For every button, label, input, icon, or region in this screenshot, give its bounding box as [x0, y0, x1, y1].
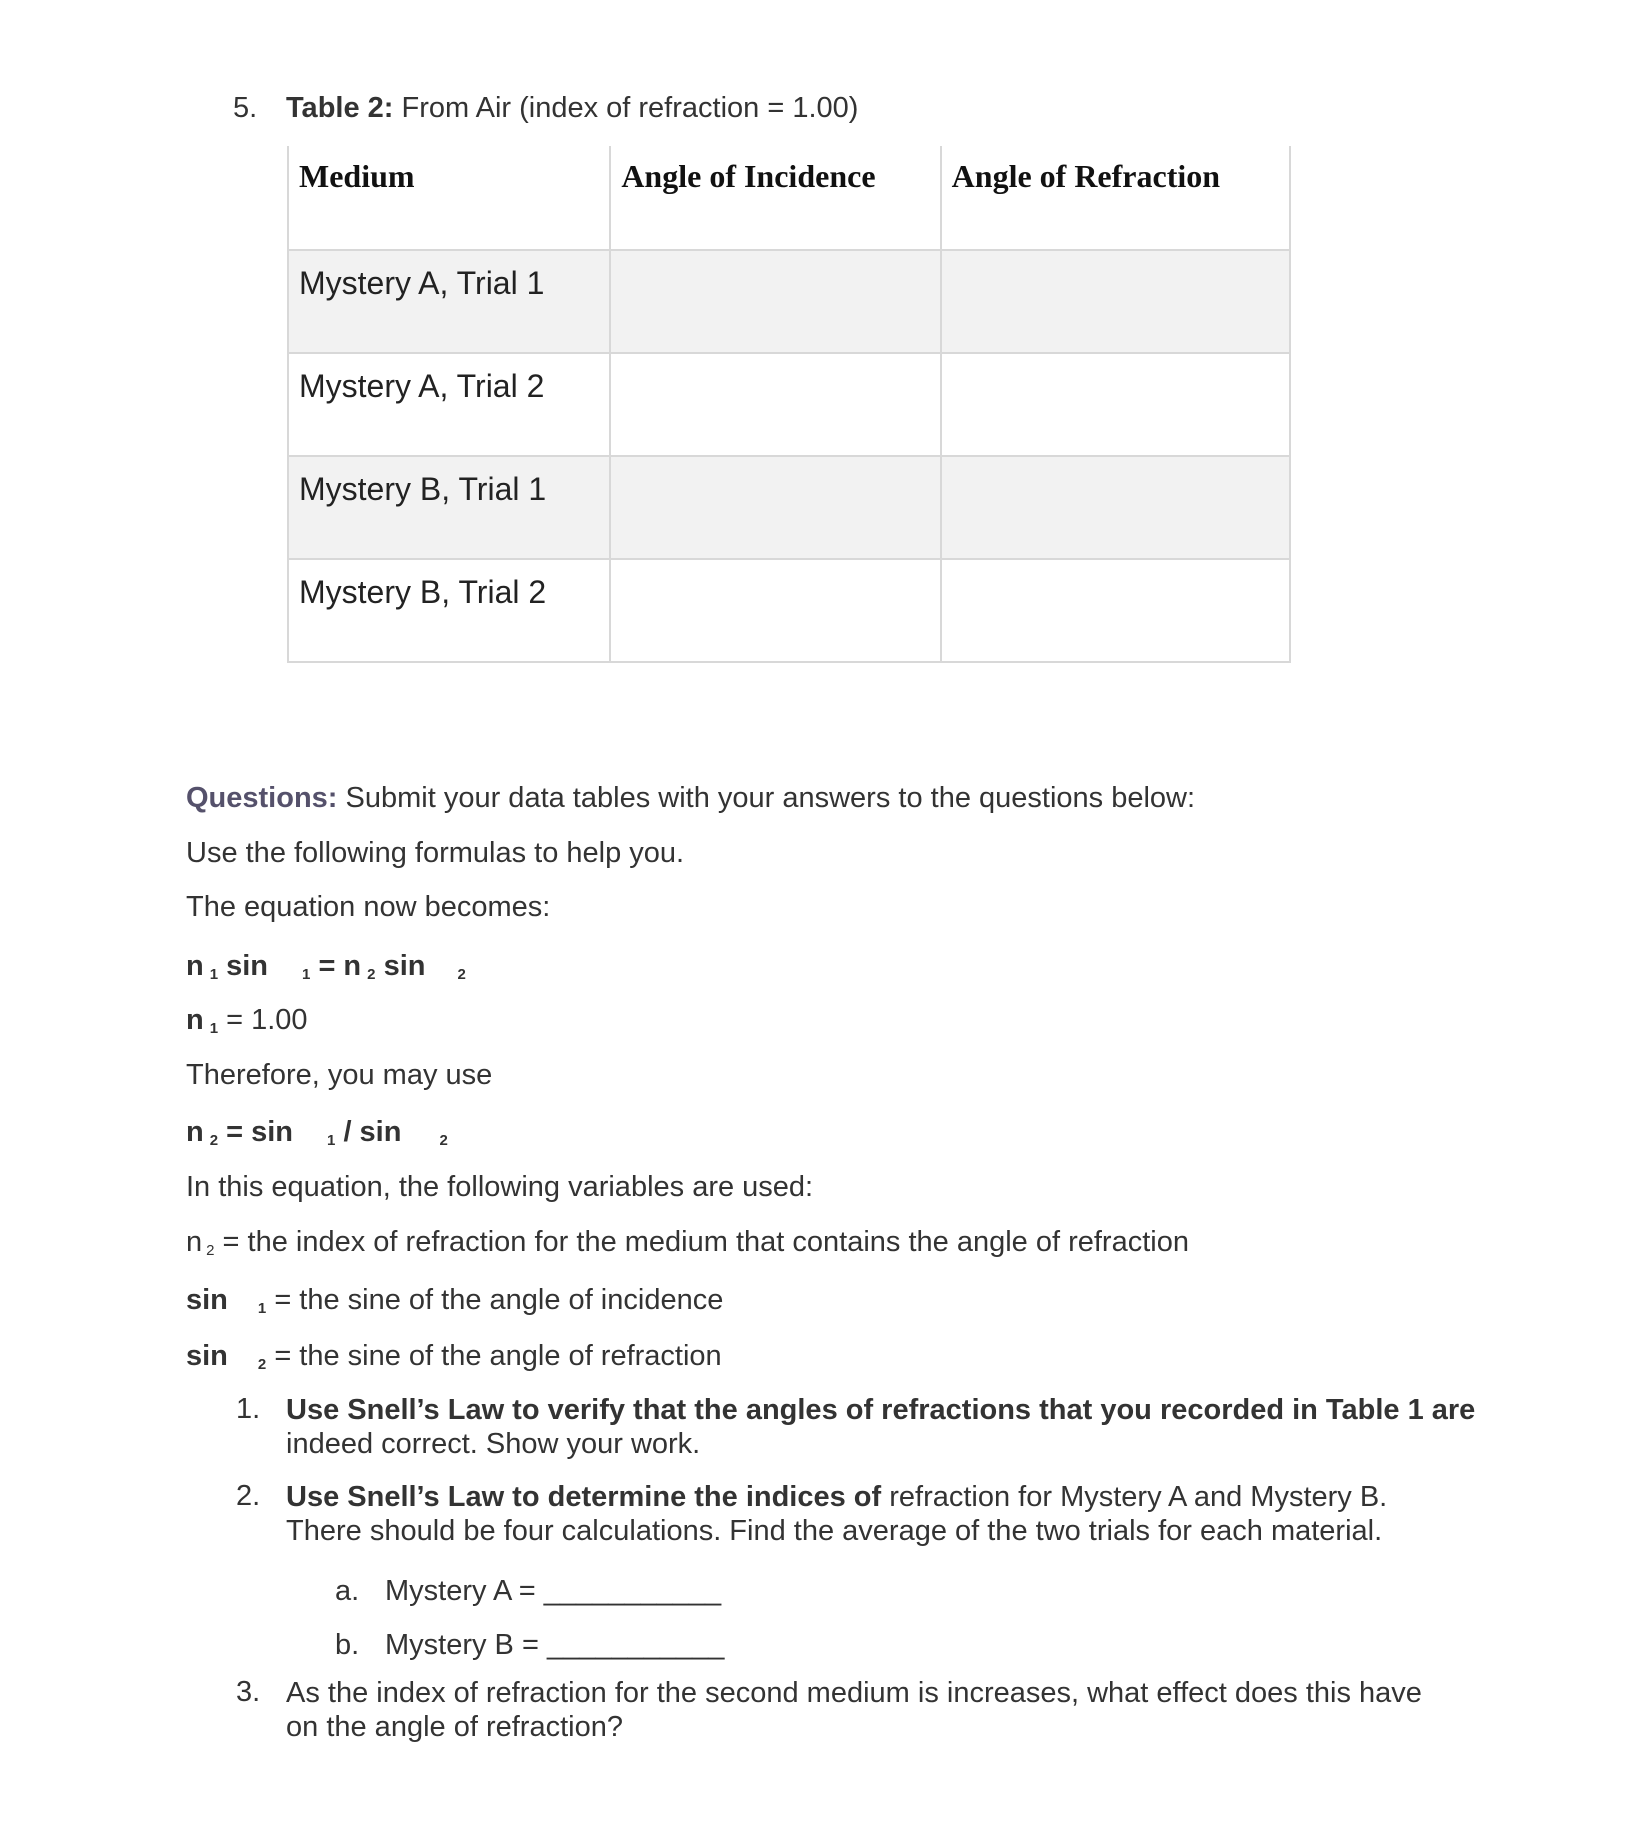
formulas-intro: Use the following formulas to help you. — [186, 837, 685, 869]
formula-sub: 2 — [457, 966, 466, 983]
formula-sub: 2 — [367, 966, 376, 983]
sub-item-b: Mystery B = ___________ — [385, 1629, 725, 1661]
n2-symbol: n — [186, 1116, 204, 1148]
question-3-line2: on the angle of refraction? — [286, 1711, 623, 1743]
cell-refraction[interactable] — [941, 456, 1290, 559]
variable-sin2 — [186, 1340, 722, 1373]
table-row — [288, 353, 1290, 456]
question-2-rest: refraction for Mystery A and Mystery B. — [881, 1481, 1388, 1513]
item-number-5: 5. — [233, 92, 258, 124]
n1-sub: 1 — [209, 1020, 219, 1037]
var-n2-definition: = the index of refraction for the medium that contains the angle of refraction — [222, 1226, 1189, 1258]
questions-heading — [186, 782, 1195, 815]
cell-incidence[interactable] — [610, 456, 940, 559]
n2-sub: 2 — [439, 1132, 448, 1149]
cell-medium: Mystery B, Trial 1 — [288, 456, 610, 559]
var-sin2-sub: 2 — [257, 1356, 267, 1373]
questions-label: Questions: — [186, 782, 338, 814]
n1-value — [186, 1004, 308, 1037]
cell-incidence[interactable] — [610, 559, 940, 662]
header-medium: Medium — [288, 146, 610, 250]
cell-medium: Mystery B, Trial 2 — [288, 559, 610, 662]
cell-incidence[interactable] — [610, 353, 940, 456]
table2-description: From Air (index of refraction = 1.00) — [393, 92, 859, 124]
var-sin2-symbol: sin — [186, 1340, 228, 1372]
variable-sin1 — [186, 1284, 723, 1317]
sub-item-a: Mystery A = ___________ — [385, 1575, 722, 1607]
formula-sin: sin — [383, 950, 426, 982]
question-3-line1: As the index of refraction for the second medium is increases, what effect does this have — [286, 1677, 1422, 1709]
n2-slash-sin: / sin — [343, 1116, 402, 1148]
header-angle-of-refraction: Angle of Refraction — [941, 146, 1290, 250]
sub-item-b-letter: b. — [335, 1629, 360, 1661]
cell-refraction[interactable] — [941, 353, 1290, 456]
formula-n1: n — [186, 950, 204, 982]
question-1-rest: indeed correct. Show your work. — [286, 1428, 701, 1460]
cell-medium: Mystery A, Trial 2 — [288, 353, 610, 456]
cell-refraction[interactable] — [941, 559, 1290, 662]
question-1 — [286, 1393, 1476, 1461]
var-sin2-definition: = the sine of the angle of refraction — [274, 1340, 722, 1372]
cell-incidence[interactable] — [610, 250, 940, 353]
formula-sin: sin — [226, 950, 269, 982]
n1-symbol: n — [186, 1004, 204, 1036]
table-row — [288, 559, 1290, 662]
equation-intro: The equation now becomes: — [186, 891, 551, 923]
question-1-bold: Use Snell’s Law to verify that the angles of refractions that you recorded in Table 1 are — [286, 1394, 1476, 1426]
var-sin1-symbol: sin — [186, 1284, 228, 1316]
formula-sub: 1 — [302, 966, 311, 983]
cell-medium: Mystery A, Trial 1 — [288, 250, 610, 353]
var-n2-symbol: n — [186, 1226, 203, 1258]
therefore-text: Therefore, you may use — [186, 1059, 493, 1091]
formula-sub: 1 — [209, 966, 219, 983]
question-1-number: 1. — [236, 1393, 261, 1425]
sub-item-a-letter: a. — [335, 1575, 360, 1607]
n2-sub: 2 — [209, 1132, 219, 1149]
questions-intro: Submit your data tables with your answers to the questions below: — [337, 782, 1196, 814]
question-2-line2: There should be four calculations. Find the average of the two trials for each material. — [286, 1515, 1383, 1547]
table-row — [288, 250, 1290, 353]
question-2-bold: Use Snell’s Law to determine the indices of — [286, 1481, 882, 1513]
table2-caption — [286, 92, 858, 125]
formula-eq-n2: = n — [318, 950, 362, 982]
table2 — [287, 146, 1291, 663]
var-sin1-definition: = the sine of the angle of incidence — [274, 1284, 724, 1316]
question-3-number: 3. — [236, 1676, 261, 1708]
n2-sub: 1 — [327, 1132, 336, 1149]
var-n2-sub: 2 — [206, 1242, 215, 1259]
question-3 — [286, 1676, 1486, 1744]
snells-law-formula — [186, 950, 466, 983]
table2-label: Table 2: — [286, 92, 394, 124]
n1-equals: = 1.00 — [226, 1004, 308, 1036]
var-sin1-sub: 1 — [257, 1300, 267, 1317]
cell-refraction[interactable] — [941, 250, 1290, 353]
header-angle-of-incidence: Angle of Incidence — [610, 146, 940, 250]
question-2 — [286, 1480, 1486, 1548]
question-2-number: 2. — [236, 1480, 261, 1512]
n2-formula — [186, 1116, 448, 1149]
variables-intro: In this equation, the following variables are used: — [186, 1171, 814, 1203]
table-row — [288, 456, 1290, 559]
n2-eq-sin: = sin — [226, 1116, 294, 1148]
table-header-row — [288, 146, 1290, 250]
variable-n2 — [186, 1226, 1189, 1259]
